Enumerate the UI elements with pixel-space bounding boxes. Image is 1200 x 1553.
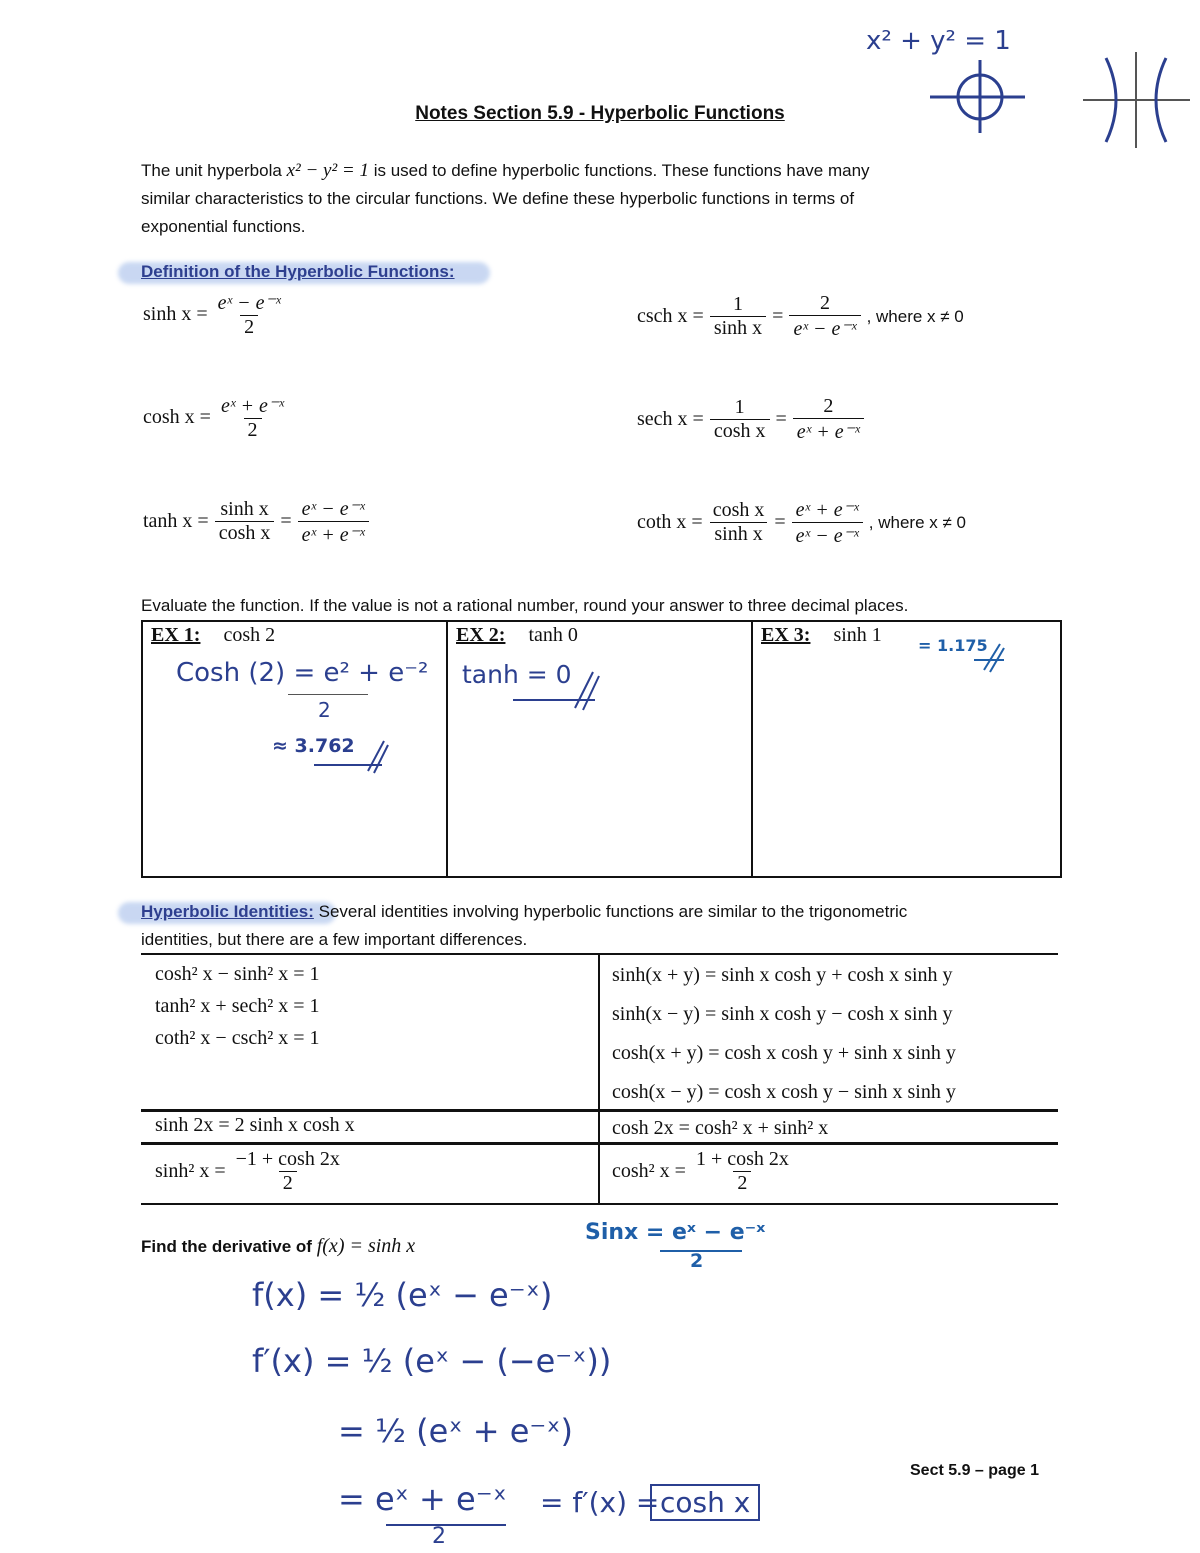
examples-divider — [446, 620, 448, 876]
derivative-step-denominator: 2 — [432, 1524, 446, 1549]
sum-difference-identities — [612, 956, 956, 1112]
identities-heading: Hyperbolic Identities: — [141, 902, 314, 921]
identities-table-divider — [598, 953, 600, 1204]
ex2-work: tanh = 0 — [462, 660, 572, 689]
pythagorean-identities — [155, 958, 320, 1054]
evaluate-instruction: Evaluate the function. If the value is not a rational number, round your answer to three decimal places. — [141, 596, 909, 615]
derivative-step: f′(x) = ½ (eˣ − (−e⁻ˣ)) — [252, 1342, 612, 1380]
ex2-answer-underline-icon — [505, 662, 605, 712]
identity-row: cosh(x − y) = cosh x cosh y − sinh x sinh y — [612, 1081, 956, 1103]
derivative-side-note-denominator: 2 — [690, 1250, 704, 1272]
ex3-answer: = 1.175 — [918, 636, 988, 655]
intro-line-1: The unit hyperbola x² − y² = 1 is used to define hyperbolic functions. These functions have many — [141, 160, 870, 181]
identity-row: cosh² x − sinh² x = 1 — [155, 963, 320, 985]
derivative-answer-box: cosh x — [650, 1484, 760, 1521]
derivative-step: = eˣ + e⁻ˣ — [338, 1480, 507, 1518]
examples-divider — [751, 620, 753, 876]
intro-line-2: similar characteristics to the circular functions. We define these hyperbolic functions in terms of — [141, 189, 855, 208]
definitions-heading: Definition of the Hyperbolic Functions: — [141, 262, 455, 281]
ex2-cell: EX 2: tanh 0 — [456, 624, 578, 646]
ex1-work-denominator: 2 — [318, 698, 331, 722]
ex1-work: Cosh (2) = e² + e⁻² — [176, 658, 429, 688]
derivative-step: f(x) = ½ (eˣ − e⁻ˣ) — [252, 1276, 553, 1314]
identity-row: tanh² x + sech² x = 1 — [155, 995, 320, 1017]
identity-row: sinh(x − y) = sinh x cosh y − cosh x sinh y — [612, 1003, 953, 1025]
identities-intro: Hyperbolic Identities: Several identities involving hyperbolic functions are similar to the trigonometric identities, but there are a few important differences. — [141, 902, 908, 949]
ex3-answer-mark-icon — [970, 640, 1010, 674]
def-sech: sech x = $\frac{1}{\text{cosh x}}$ = $\frac{2}{\text{eˣ + e⁻ˣ}}$ — [637, 395, 864, 444]
def-tanh: tanh x = $\frac{\text{sinh x}}{\text{cosh x}}$ = $\frac{\text{eˣ − e⁻ˣ}}{\text{eˣ + e⁻ˣ}}$ — [143, 496, 369, 547]
identity-row: cosh(x + y) = cosh x cosh y + sinh x sinh y — [612, 1042, 956, 1064]
def-csch: csch x = $\frac{1}{\text{sinh x}}$ = $\frac{2}{\text{eˣ − e⁻ˣ}}$ , where x ≠ 0 — [637, 292, 964, 340]
derivative-step: = ½ (eˣ + e⁻ˣ) — [338, 1412, 573, 1450]
def-cosh: cosh x = $\frac{\text{eˣ + e⁻ˣ}}{2}$ — [143, 395, 285, 441]
ex3-cell: EX 3: sinh 1 — [761, 624, 882, 646]
derivative-result-label: = f′(x) = — [540, 1486, 660, 1519]
derivative-side-note: Sinx = eˣ − e⁻ˣ — [585, 1220, 766, 1245]
derivative-prompt: Find the derivative of f(x) = sinh x — [141, 1235, 416, 1257]
double-angle-cosh: cosh 2x = cosh² x + sinh² x — [612, 1117, 829, 1139]
corner-circle-equation: x² + y² = 1 — [866, 26, 1011, 56]
ex1-fraction-bar — [288, 694, 368, 695]
ex1-cell: EX 1: cosh 2 — [151, 624, 276, 646]
double-angle-sinh: sinh 2x = 2 sinh x cosh x — [155, 1114, 355, 1136]
page-title: Notes Section 5.9 - Hyperbolic Functions — [415, 103, 785, 124]
def-sinh: sinh x = $\frac{\text{eˣ − e⁻ˣ}}{2}$ — [143, 292, 281, 338]
final-fraction-bar — [386, 1524, 506, 1526]
def-coth: coth x = $\frac{\text{cosh x}}{\text{sinh x}}$ = $\frac{\text{eˣ + e⁻ˣ}}{\text{eˣ − e⁻ˣ}}$ , where x ≠ 0 — [637, 499, 966, 547]
intro-line-3: exponential functions. — [141, 217, 306, 236]
ex1-answer: ≈ 3.762 — [272, 735, 355, 757]
identities-row-divider — [141, 1142, 1058, 1145]
power-reducing-sinh: sinh² x = $\frac{-1 + \cosh 2x}{2}$ — [155, 1148, 340, 1194]
intro-paragraph — [141, 157, 1101, 241]
derivative-function: f(x) = sinh x — [316, 1235, 416, 1257]
identities-table-bottom — [141, 1203, 1058, 1205]
power-reducing-cosh: cosh² x = $\frac{1 + \cosh 2x}{2}$ — [612, 1148, 789, 1194]
identity-row: coth² x − csch² x = 1 — [155, 1027, 320, 1049]
ex1-answer-underline-icon — [310, 735, 390, 775]
unit-hyperbola-equation: x² − y² = 1 — [286, 160, 369, 181]
identity-row: sinh(x + y) = sinh x cosh y + cosh x sinh y — [612, 964, 953, 986]
page-footer: Sect 5.9 – page 1 — [910, 1462, 1039, 1479]
